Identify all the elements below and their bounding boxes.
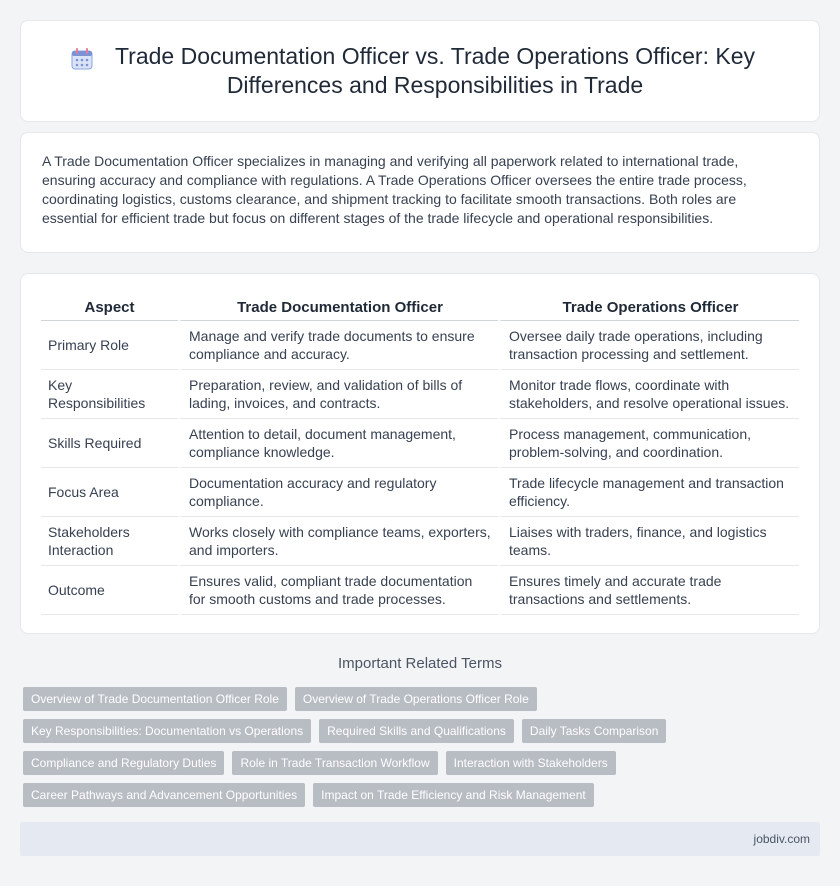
related-term-tag[interactable]: Compliance and Regulatory Duties	[23, 751, 224, 775]
row-aspect: Primary Role	[41, 321, 178, 370]
row-aspect: Key Responsibilities	[41, 370, 178, 419]
row-aspect: Skills Required	[41, 419, 178, 468]
row-aspect: Outcome	[41, 566, 178, 615]
related-terms-list	[23, 687, 803, 815]
header-operations-officer: Trade Operations Officer	[498, 294, 799, 321]
related-term-tag[interactable]: Career Pathways and Advancement Opportunities	[23, 783, 305, 807]
row-aspect: Stakeholders Interaction	[41, 517, 178, 566]
related-term-tag[interactable]: Key Responsibilities: Documentation vs Operations	[23, 719, 311, 743]
page-title: Trade Documentation Officer vs. Trade Operations Officer: Key Differences and Responsibilities in Trade	[114, 43, 756, 98]
table-row	[41, 419, 799, 468]
related-term-tag[interactable]: Daily Tasks Comparison	[522, 719, 667, 743]
related-terms-title: Important Related Terms	[338, 655, 502, 672]
row-documentation: Preparation, review, and validation of bills of lading, invoices, and contracts.	[178, 370, 498, 419]
row-documentation: Works closely with compliance teams, exporters, and importers.	[178, 517, 498, 566]
row-documentation: Manage and verify trade documents to ensure compliance and accuracy.	[178, 321, 498, 370]
header-card	[20, 20, 820, 122]
comparison-table	[41, 294, 799, 615]
tag-row	[23, 783, 803, 807]
footer	[20, 822, 820, 856]
tag-row	[23, 751, 803, 775]
row-documentation: Attention to detail, document management, compliance knowledge.	[178, 419, 498, 468]
related-term-tag[interactable]: Role in Trade Transaction Workflow	[232, 751, 437, 775]
table-row	[41, 321, 799, 370]
row-operations: Trade lifecycle management and transaction efficiency.	[498, 468, 799, 517]
intro-paragraph: A Trade Documentation Officer specializes in managing and verifying all paperwork related to international trade, ensuring accuracy and compliance with regulations. A Trade Operations Officer oversees the entire trade process, coordinating logistics, customs clearance, and shipment tracking to facilitate smooth transactions. Both roles are essential for efficient trade but focus on different stages of the trade lifecycle and operational responsibilities.	[42, 153, 747, 226]
table-row	[41, 566, 799, 615]
row-operations: Liaises with traders, finance, and logistics teams.	[498, 517, 799, 566]
related-term-tag[interactable]: Impact on Trade Efficiency and Risk Management	[313, 783, 594, 807]
tag-row	[23, 719, 803, 743]
row-operations: Ensures timely and accurate trade transactions and settlements.	[498, 566, 799, 615]
intro-card	[20, 132, 820, 253]
row-operations: Oversee daily trade operations, including transaction processing and settlement.	[498, 321, 799, 370]
tag-row	[23, 687, 803, 711]
row-documentation: Ensures valid, compliant trade documentation for smooth customs and trade processes.	[178, 566, 498, 615]
row-documentation: Documentation accuracy and regulatory compliance.	[178, 468, 498, 517]
row-aspect: Focus Area	[41, 468, 178, 517]
header-documentation-officer: Trade Documentation Officer	[178, 294, 498, 321]
table-row	[41, 370, 799, 419]
related-term-tag[interactable]: Overview of Trade Operations Officer Role	[295, 687, 537, 711]
footer-site-link[interactable]: jobdiv.com	[753, 832, 810, 846]
table-row	[41, 517, 799, 566]
comparison-table-card	[20, 273, 820, 634]
header-aspect: Aspect	[41, 294, 178, 321]
row-operations: Monitor trade flows, coordinate with stakeholders, and resolve operational issues.	[498, 370, 799, 419]
related-term-tag[interactable]: Required Skills and Qualifications	[319, 719, 514, 743]
table-row	[41, 468, 799, 517]
row-operations: Process management, communication, problem-solving, and coordination.	[498, 419, 799, 468]
related-term-tag[interactable]: Overview of Trade Documentation Officer Role	[23, 687, 287, 711]
related-term-tag[interactable]: Interaction with Stakeholders	[446, 751, 616, 775]
table-header-row	[41, 294, 799, 321]
